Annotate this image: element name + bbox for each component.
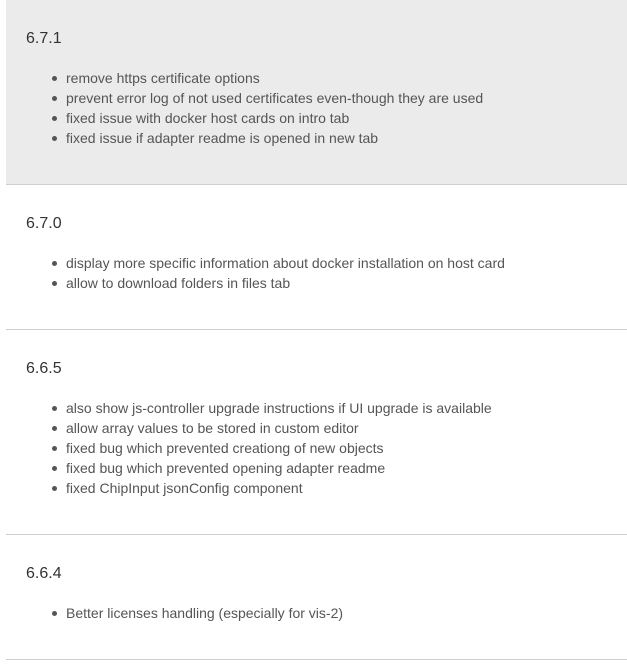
change-list bbox=[26, 68, 627, 148]
version-heading: 6.7.0 bbox=[26, 215, 62, 232]
release-6-6-4 bbox=[6, 535, 627, 660]
change-item bbox=[46, 253, 627, 273]
version-heading: 6.6.5 bbox=[26, 360, 62, 377]
change-item bbox=[46, 273, 627, 293]
change-item bbox=[46, 128, 627, 148]
change-item bbox=[46, 603, 627, 623]
version-heading: 6.6.4 bbox=[26, 565, 62, 582]
release-6-7-0 bbox=[6, 185, 627, 330]
change-item bbox=[46, 478, 627, 498]
change-text: allow to download folders in files tab bbox=[66, 275, 291, 291]
change-list bbox=[26, 603, 627, 623]
change-text: remove https certificate options bbox=[66, 70, 260, 86]
bullet-icon bbox=[52, 116, 57, 121]
change-text: display more specific information about docker installation on host card bbox=[66, 255, 505, 271]
change-item bbox=[46, 418, 627, 438]
version-heading: 6.7.1 bbox=[26, 30, 62, 47]
change-list bbox=[26, 398, 627, 498]
change-text: prevent error log of not used certificates even-though they are used bbox=[66, 90, 484, 106]
bullet-icon bbox=[52, 261, 57, 266]
bullet-icon bbox=[52, 281, 57, 286]
change-item bbox=[46, 398, 627, 418]
change-text: also show js-controller upgrade instructions if UI upgrade is available bbox=[66, 400, 492, 416]
change-text: fixed bug which prevented opening adapter readme bbox=[66, 460, 386, 476]
bullet-icon bbox=[52, 611, 57, 616]
change-item bbox=[46, 68, 627, 88]
bullet-icon bbox=[52, 466, 57, 471]
bullet-icon bbox=[52, 406, 57, 411]
changelog bbox=[6, 0, 627, 660]
change-text: allow array values to be stored in custom editor bbox=[66, 420, 359, 436]
change-text: fixed issue with docker host cards on intro tab bbox=[66, 110, 350, 126]
bullet-icon bbox=[52, 96, 57, 101]
change-text: fixed bug which prevented creationg of new objects bbox=[66, 440, 384, 456]
release-6-7-1 bbox=[6, 0, 627, 185]
change-item bbox=[46, 438, 627, 458]
bullet-icon bbox=[52, 76, 57, 81]
bullet-icon bbox=[52, 136, 57, 141]
change-text: fixed ChipInput jsonConfig component bbox=[66, 480, 303, 496]
bullet-icon bbox=[52, 426, 57, 431]
release-6-6-5 bbox=[6, 330, 627, 535]
change-text: fixed issue if adapter readme is opened in new tab bbox=[66, 130, 379, 146]
change-item bbox=[46, 458, 627, 478]
change-item bbox=[46, 88, 627, 108]
change-item bbox=[46, 108, 627, 128]
bullet-icon bbox=[52, 486, 57, 491]
change-text: Better licenses handling (especially for vis-2) bbox=[66, 605, 344, 621]
bullet-icon bbox=[52, 446, 57, 451]
change-list bbox=[26, 253, 627, 293]
